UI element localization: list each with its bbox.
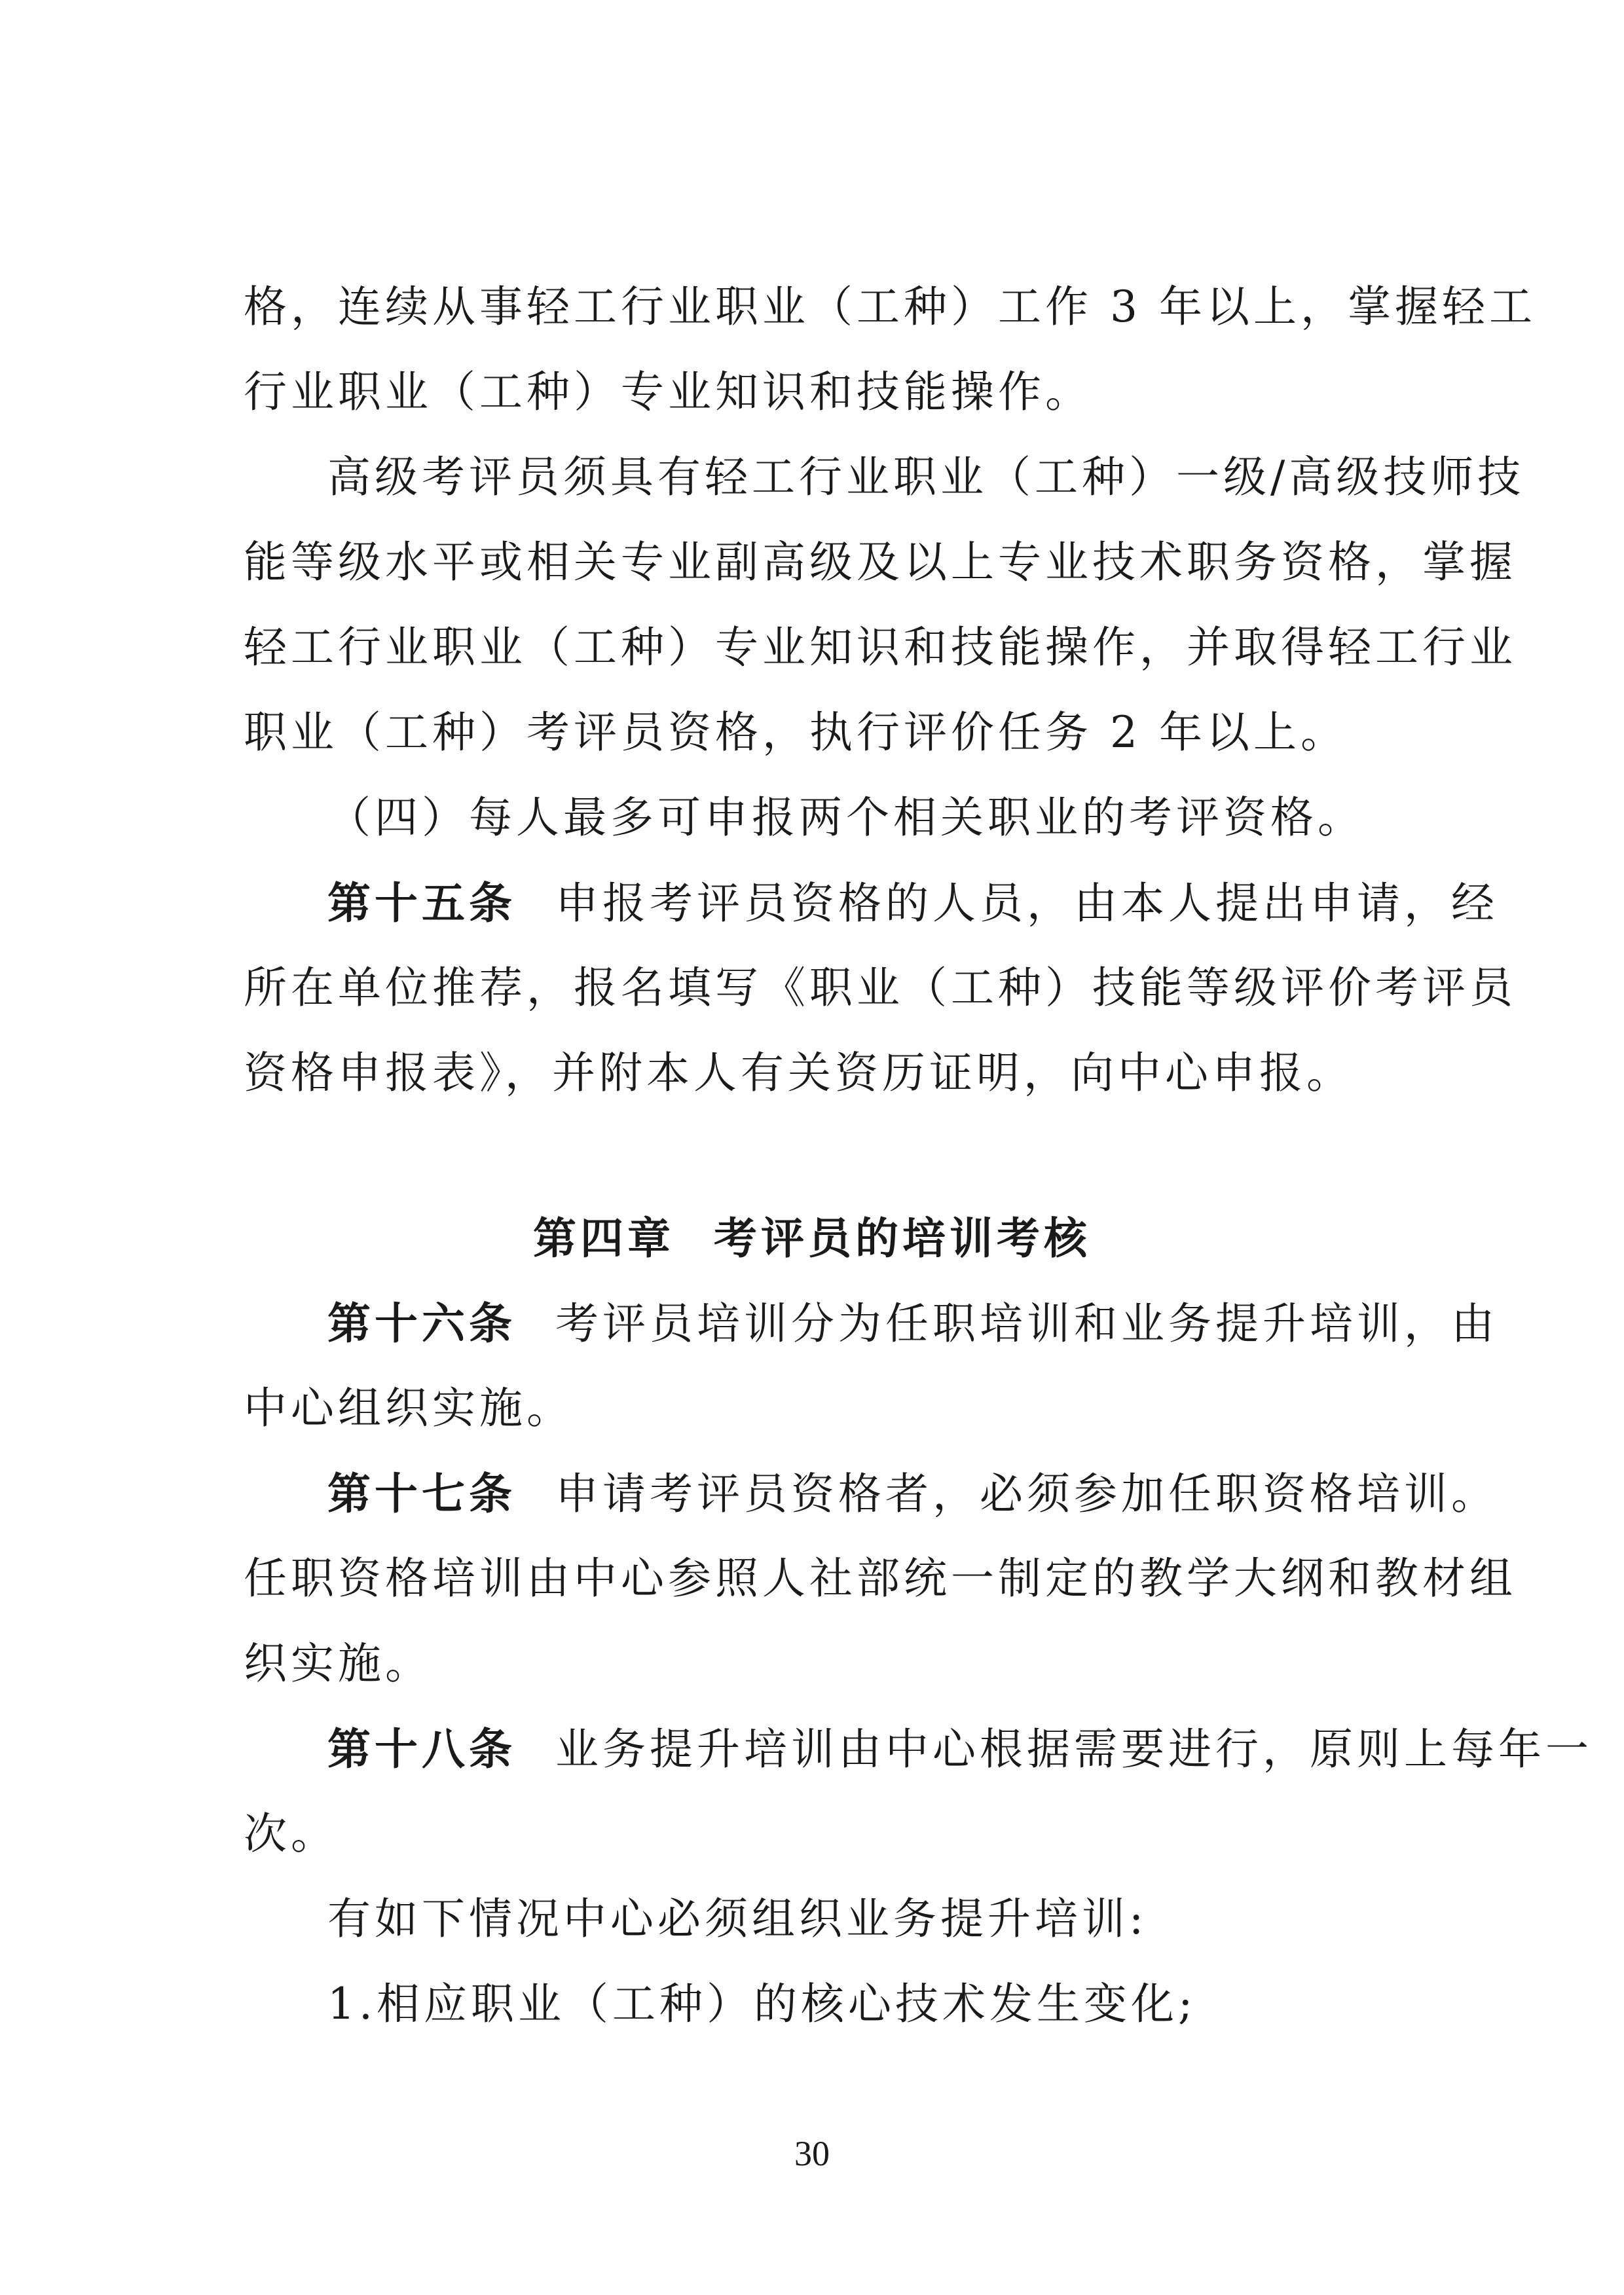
article-15-text: 申报考评员资格的人员，由本人提出申请，经 xyxy=(555,878,1498,928)
article-18-first-line xyxy=(327,1723,1593,1774)
paragraph-line: 轻工行业职业（工种）专业知识和技能操作，并取得轻工行业 xyxy=(244,622,1517,672)
article-15-label: 第十五条 xyxy=(327,877,516,928)
chapter-heading xyxy=(0,1213,1624,1264)
paragraph-line: 格，连续从事轻工行业职业（工种）工作 3 年以上，掌握轻工 xyxy=(244,282,1536,332)
paragraph-line: 高级考评员须具有轻工行业职业（工种）一级/高级技师技 xyxy=(327,452,1525,502)
chapter-label: 第四章 xyxy=(533,1213,674,1264)
paragraph-line: 能等级水平或相关专业副高级及以上专业技术职务资格，掌握 xyxy=(244,537,1517,587)
article-18-text: 业务提升培训由中心根据需要进行，原则上每年一 xyxy=(555,1724,1593,1774)
paragraph-line: 任职资格培训由中心参照人社部统一制定的教学大纲和教材组 xyxy=(244,1553,1517,1604)
paragraph-line: 织实施。 xyxy=(244,1638,432,1689)
article-17-first-line xyxy=(327,1468,1498,1519)
paragraph-line: 所在单位推荐，报名填写《职业（工种）技能等级评价考评员 xyxy=(244,963,1517,1013)
paragraph-line: 有如下情况中心必须组织业务提升培训: xyxy=(327,1894,1148,1944)
article-16-text: 考评员培训分为任职培训和业务提升培训，由 xyxy=(555,1298,1498,1349)
article-17-text: 申请考评员资格者，必须参加任职资格培训。 xyxy=(555,1469,1498,1519)
paragraph-line: 次。 xyxy=(244,1808,338,1859)
article-17-label: 第十七条 xyxy=(327,1468,516,1519)
chapter-title: 考评员的培训考核 xyxy=(714,1213,1091,1264)
paragraph-line: 职业（工种）考评员资格，执行评价任务 2 年以上。 xyxy=(244,707,1348,758)
list-item: 1.相应职业（工种）的核心技术发生变化; xyxy=(327,1979,1197,2029)
page-number: 30 xyxy=(794,2134,830,2173)
paragraph-line: （四）每人最多可申报两个相关职业的考评资格。 xyxy=(327,792,1365,843)
paragraph-line: 行业职业（工种）专业知识和技能操作。 xyxy=(244,367,1092,417)
article-16-label: 第十六条 xyxy=(327,1298,516,1349)
paragraph-line: 中心组织实施。 xyxy=(244,1383,574,1433)
article-15-first-line xyxy=(327,877,1498,928)
article-18-label: 第十八条 xyxy=(327,1723,516,1774)
article-16-first-line xyxy=(327,1298,1498,1349)
paragraph-line: 资格申报表》，并附本人有关资历证明，向中心申报。 xyxy=(244,1048,1354,1098)
